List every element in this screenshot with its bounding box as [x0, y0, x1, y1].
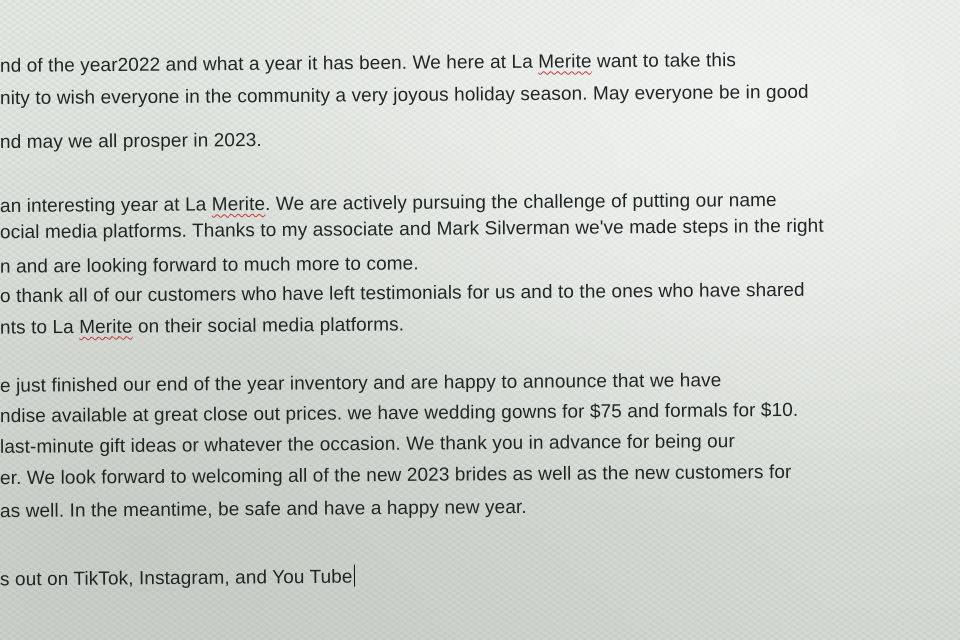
- misspelled-word[interactable]: Merite: [211, 193, 266, 216]
- document-line[interactable]: n and are looking forward to much more to come.: [0, 253, 419, 278]
- document-line[interactable]: [0, 49, 736, 79]
- document-line[interactable]: last-minute gift ideas or whatever the occasion. We thank you in advance for being our: [0, 431, 735, 458]
- text-run: an interesting year at La: [0, 194, 212, 218]
- document-line[interactable]: e just finished our end of the year inventory and are happy to announce that we have: [0, 370, 722, 397]
- document-line[interactable]: o thank all of our customers who have left testimonials for us and to the ones who have shared: [0, 279, 805, 308]
- text-run: nts to La: [0, 316, 80, 339]
- text-run: . We are actively pursuing the challenge of putting our name: [265, 189, 777, 215]
- document-line[interactable]: er. We look forward to welcoming all of the new 2023 brides as well as the new customers for: [0, 461, 792, 490]
- text-run: s out on TikTok, Instagram, and You Tube: [0, 566, 353, 591]
- document-line[interactable]: [0, 189, 777, 219]
- document-line[interactable]: [0, 313, 404, 340]
- text-run: nd of the year2022 and what a year it has been. We here at La: [0, 51, 539, 77]
- text-cursor: [353, 565, 355, 587]
- text-run: want to take this: [591, 50, 737, 73]
- text-run: on their social media platforms.: [132, 314, 405, 338]
- document-line[interactable]: as well. In the meantime, be safe and have a happy new year.: [0, 496, 527, 523]
- document-line[interactable]: nity to wish everyone in the community a very joyous holiday season. May everyone be in good: [0, 81, 809, 110]
- document-line[interactable]: ndise available at great close out prices. we have wedding gowns for $75 and formals for $10.: [0, 399, 799, 428]
- document-line[interactable]: nd may we all prosper in 2023.: [0, 129, 262, 154]
- document-line[interactable]: ocial media platforms. Thanks to my associate and Mark Silverman we've made steps in the right: [0, 215, 824, 244]
- document-line[interactable]: [0, 565, 355, 593]
- misspelled-word[interactable]: Merite: [79, 316, 133, 338]
- misspelled-word[interactable]: Merite: [538, 51, 592, 73]
